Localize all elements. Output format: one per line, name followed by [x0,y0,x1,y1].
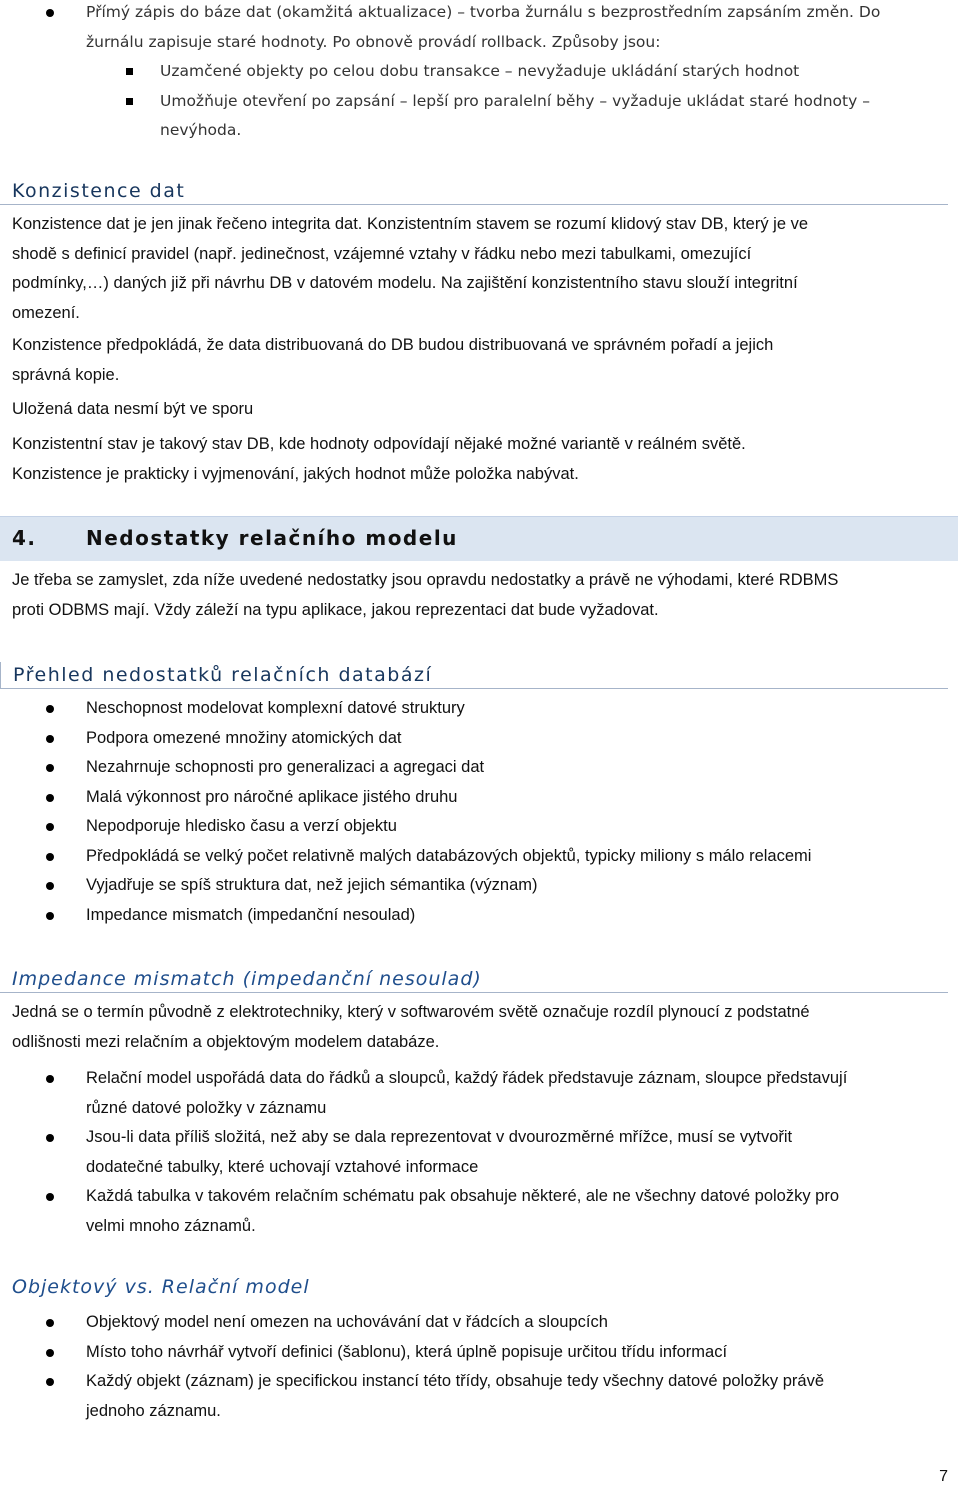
bullet-icon [46,705,54,713]
prehled-list [12,694,948,930]
list-item-text: Malá výkonnost pro náročné aplikace jistého druhu [86,787,458,806]
list-item-text: Relační model uspořádá data do řádků a sloupců, každý řádek představuje záznam, sloupce představují [86,1069,848,1087]
paragraph-line: podmínky,…) daných již při návrhu DB v datovém modelu. Na zajištění konzistentního stavu slouží integritní [12,274,798,292]
list-item [12,724,948,754]
list-item-text: Vyjadřuje se spíš struktura dat, než jejich sémantika (význam) [86,876,538,894]
list-item [12,694,948,724]
list-item [12,1367,948,1426]
section-heading-prehled: Přehled nedostatků relačních databází [0,662,948,689]
list-item-text: Místo toho návrhář vytvoří definici (šablonu), která úplně popisuje určitou třídu informací [86,1342,728,1361]
paragraph-line: Jedná se o termín původně z elektrotechniky, který v softwarovém světě označuje rozdíl plynoucí z podstatné [12,1003,810,1021]
paragraph-line: proti ODBMS mají. Vždy záleží na typu aplikace, jakou reprezentaci dat bude vyžadovat. [12,600,659,619]
bullet-icon [46,912,54,920]
paragraph-line: Konzistence dat je jen jinak řečeno integrita dat. Konzistentním stavem se rozumí klidový stav DB, který je ve [12,215,809,233]
section-heading-objektovy: Objektový vs. Relační model [12,1276,310,1298]
list-item-text: Přímý zápis do báze dat (okamžitá aktualizace) – tvorba žurnálu s bezprostředním zapsáním změn. Do [86,3,881,21]
list-item [12,812,948,842]
bullet-icon [46,764,54,772]
objektovy-list [12,1308,948,1426]
section-heading-impedance: Impedance mismatch (impedanční nesoulad) [0,966,948,993]
list-item [12,901,948,931]
bullet-icon [46,1319,54,1327]
bullet-icon [46,1134,54,1142]
konzistence-paragraph-2 [12,331,948,390]
paragraph-line: Konzistence je prakticky i vyjmenování, jakých hodnot může položka nabývat. [12,464,579,483]
konzistence-paragraph-4 [12,430,948,489]
list-item [12,1123,948,1182]
chapter-number: 4. [12,526,37,550]
list-item [12,1308,948,1338]
list-item-text: různé datové položky v záznamu [86,1098,327,1117]
bullet-icon [46,823,54,831]
sub-list-item [12,57,948,87]
sub-list-item [12,87,948,146]
bullet-icon [46,794,54,802]
paragraph-line: Uložená data nesmí být ve sporu [12,400,254,418]
list-item [12,871,948,901]
list-item-text: Předpokládá se velký počet relativně malých databázových objektů, typicky miliony s málo relacemi [86,846,812,865]
list-item [12,0,948,57]
chapter-intro [12,566,948,625]
konzistence-paragraph-1 [12,210,948,328]
impedance-list [12,1064,948,1241]
chapter-heading [0,516,958,561]
paragraph-line: Konzistentní stav je takový stav DB, kde hodnoty odpovídají nějaké možné variantě v reálném světě. [12,435,746,453]
paragraph-line: odlišnosti mezi relačním a objektovým modelem databáze. [12,1032,440,1051]
journal-bullets [12,0,948,146]
list-item-text: Jsou-li data příliš složitá, než aby se dala reprezentovat v dvourozměrné mřížce, musí se vytvořit [86,1128,793,1146]
list-item-text: dodatečné tabulky, které uchovají vztahové informace [86,1157,479,1176]
list-item [12,1338,948,1368]
list-item [12,783,948,813]
bullet-icon [46,882,54,890]
bullet-icon [46,1075,54,1083]
list-item [12,1182,948,1241]
paragraph-line: Konzistence předpokládá, že data distribuovaná do DB budou distribuovaná ve správném pořadí a jejich [12,336,774,354]
list-item-text: velmi mnoho záznamů. [86,1216,256,1235]
paragraph-line: Je třeba se zamyslet, zda níže uvedené nedostatky jsou opravdu nedostatky a právě ne výhodami, které RDBMS [12,571,839,589]
list-item-text: Podpora omezené množiny atomických dat [86,728,402,747]
paragraph-line: shodě s definicí pravidel (např. jedinečnost, vzájemné vztahy v řádku nebo mezi tabulkami, omezující [12,244,752,263]
bullet-icon [46,1193,54,1201]
bullet-icon [46,1378,54,1386]
square-bullet-icon [126,98,133,105]
list-item-text: žurnálu zapisuje staré hodnoty. Po obnově provádí rollback. Způsoby jsou: [86,32,661,51]
sub-list-item-text: Uzamčené objekty po celou dobu transakce – nevyžaduje ukládání starých hodnot [160,62,800,80]
list-item [12,1064,948,1123]
paragraph-line: správná kopie. [12,365,120,384]
page-number: 7 [939,1468,948,1485]
bullet-icon [46,853,54,861]
list-item [12,753,948,783]
konzistence-paragraph-3 [12,395,948,425]
list-item-text: Každá tabulka v takovém relačním schématu pak obsahuje některé, ale ne všechny datové položky pro [86,1187,840,1205]
list-item-text: Neschopnost modelovat komplexní datové struktury [86,699,465,717]
sub-list-item-text: Umožňuje otevření po zapsání – lepší pro paralelní běhy – vyžaduje ukládat staré hodnoty – [160,91,870,110]
list-item-text: Objektový model není omezen na uchovávání dat v řádcích a sloupcích [86,1313,608,1331]
list-item [12,842,948,872]
bullet-icon [46,9,54,17]
list-item-text: Impedance mismatch (impedanční nesoulad) [86,905,416,924]
list-item-text: Každý objekt (záznam) je specifickou instancí této třídy, obsahuje tedy všechny datové položky právě [86,1372,824,1390]
impedance-paragraph [12,998,948,1057]
sub-list-item-text: nevýhoda. [160,121,242,139]
list-item-text: Nezahrnuje schopnosti pro generalizaci a agregaci dat [86,758,485,776]
bullet-icon [46,1349,54,1357]
bullet-icon [46,735,54,743]
list-item-text: Nepodporuje hledisko času a verzí objektu [86,817,397,835]
section-heading-konzistence: Konzistence dat [0,178,948,205]
square-bullet-icon [126,68,133,75]
list-item-text: jednoho záznamu. [86,1401,221,1420]
paragraph-line: omezení. [12,303,80,322]
chapter-title: Nedostatky relačního modelu [86,526,458,550]
